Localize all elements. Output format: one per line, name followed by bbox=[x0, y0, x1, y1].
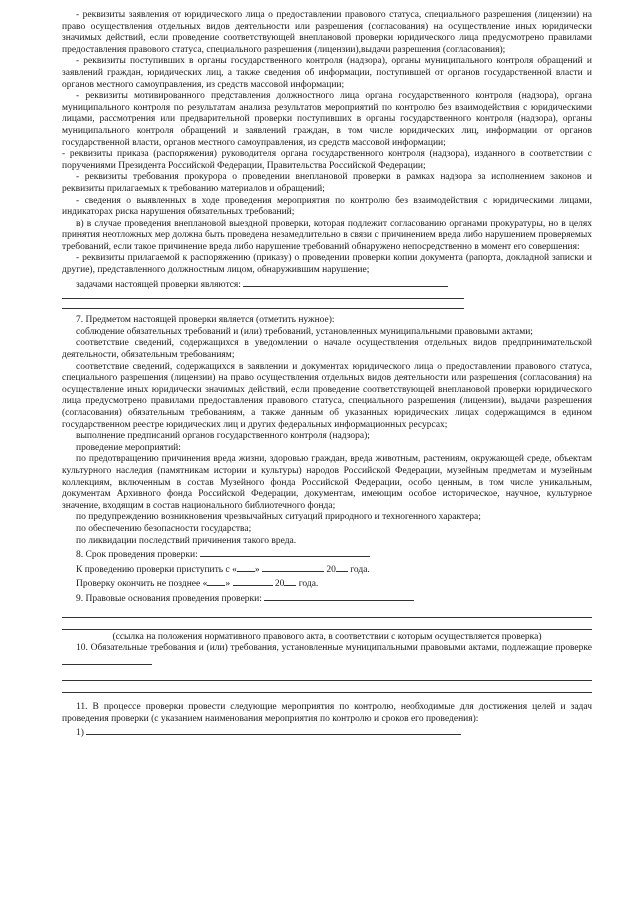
start-century: 20 bbox=[326, 564, 336, 575]
tasks-blank-line-2 bbox=[62, 299, 464, 309]
section7-item-security: по обеспечению безопасности государства; bbox=[76, 523, 252, 534]
tasks-line bbox=[62, 277, 592, 292]
section7-item-notification: соответствие сведений, содержащихся в уведомлении о начале осуществления отдельных видов предпринимательской деятельности, обязательным требованиям; bbox=[62, 338, 592, 361]
start-year-input[interactable] bbox=[336, 562, 348, 572]
section7-title: 7. Предметом настоящей проверки является (отметить нужное): bbox=[76, 315, 335, 326]
end-date-line bbox=[62, 576, 592, 591]
section11-text: 11. В процессе проверки провести следующие мероприятия по контролю, необходимые для достижения целей и задач проведения проверки (с указанием наименования мероприятия по контролю и сроков его проведения): bbox=[62, 702, 592, 724]
section7-item-measures: проведение мероприятий: bbox=[76, 442, 181, 453]
tasks-label: задачами настоящей проверки являются: bbox=[76, 279, 241, 290]
end-day-input[interactable] bbox=[207, 576, 225, 586]
activity-1-line bbox=[62, 725, 592, 740]
document-page bbox=[62, 10, 592, 740]
end-year-word: года. bbox=[298, 579, 319, 590]
inspection-period-input[interactable] bbox=[200, 547, 370, 557]
start-date-line bbox=[62, 562, 592, 577]
section7-item-prescriptions: выполнение предписаний органов государственного контроля (надзора); bbox=[76, 431, 370, 442]
section8-line bbox=[62, 547, 592, 562]
end-century: 20 bbox=[274, 579, 285, 590]
section10-label: 10. Обязательные требования и (или) требования, установленные муниципальными правовыми актами, подлежащие проверке bbox=[76, 643, 592, 654]
end-month-input[interactable] bbox=[233, 576, 273, 586]
requirements-input[interactable] bbox=[62, 655, 152, 665]
end-year-input[interactable] bbox=[284, 576, 296, 586]
legal-basis-blank-line-2[interactable] bbox=[62, 618, 592, 630]
start-month-input[interactable] bbox=[262, 562, 324, 572]
section7-item-compliance: соблюдение обязательных требований и (или) требований, установленных муниципальными правовыми актами; bbox=[76, 326, 533, 337]
section9-label: 9. Правовые основания проведения проверки: bbox=[76, 593, 262, 604]
section7-item-consequences: по ликвидации последствий причинения такого вреда. bbox=[76, 535, 297, 546]
end-quote: » bbox=[225, 579, 231, 590]
end-date-label: Проверку окончить не позднее « bbox=[76, 579, 208, 590]
activity-1-label: 1) bbox=[76, 728, 84, 739]
paragraph-order-details: - реквизиты приказа (распоряжения) руководителя органа государственного контроля (надзора), изданного в соответствии с поручениями Президента Российской Федерации, Правительства Российской Федерации; bbox=[62, 149, 592, 171]
requirements-blank-line-1[interactable] bbox=[62, 669, 592, 681]
start-date-label: К проведению проверки приступить с « bbox=[76, 564, 237, 575]
section7-item-application: соответствие сведений, содержащихся в заявлении и документах юридического лица о предоставлении правового статуса, специального разрешения (лицензии) на право осуществления отдельных видов деятельности или разрешения (согласования) на осуществление иных юридически значимых действий, если проведение соответствующей внеплановой проверки юридического лица предусмотрено правилами предоставления правового статуса, специального разрешения (лицензии), выдачи разрешения (согласования) обязательным требованиям, а также данным об указанных юридических лицах содержащимся в едином государственном реестре юридических лиц и других федеральных информационных ресурсах; bbox=[62, 361, 592, 430]
paragraph-attached-document: - реквизиты прилагаемой к распоряжению (приказу) о проведении проверки копии документа (рапорта, докладной записки и другие), представленного должностным лицом, обнаружившим нарушение; bbox=[62, 253, 592, 276]
paragraph-license-request: - реквизиты заявления от юридического лица о предоставлении правового статуса, специального разрешения (лицензии) на право осуществления отдельных видов деятельности или разрешения (согласования) на осуществление иных юридически значимых действий, если проведение соответствующей внеплановой проверки юридического лица предусмотрено правилами предоставления правового статуса, специального разрешения (лицензии),выдачи разрешения (согласования); bbox=[62, 10, 592, 55]
requirements-blank-line-2[interactable] bbox=[62, 681, 592, 693]
section8-label: 8. Срок проведения проверки: bbox=[76, 550, 198, 561]
tasks-blank-line-1 bbox=[62, 291, 464, 299]
start-day-input[interactable] bbox=[237, 562, 255, 572]
paragraph-prosecutor-request: - реквизиты требования прокурора о проведении внеплановой проверки в рамках надзора за исполнением законов и реквизиты прилагаемых к требованию материалов и обращений; bbox=[62, 172, 592, 194]
section9-note: (ссылка на положения нормативного правового акта, в соответствии с которым осуществляется проверка) bbox=[112, 631, 542, 642]
paragraph-unplanned-inspection: в) в случае проведения внеплановой выездной проверки, которая подлежит согласованию органами прокуратуры, но в целях принятия неотложных мер должна быть проведена незамедлительно в связи с причинением вреда либо нарушением проверяемых требований, если такое причинение вреда либо нарушение требований обнаружено непосредственно в момент его совершения: bbox=[62, 218, 592, 252]
section7-item-emergencies: по предупреждению возникновения чрезвычайных ситуаций природного и техногенного характера; bbox=[76, 512, 481, 523]
section7-item-harm-prevention: по предотвращению причинения вреда жизни, здоровью граждан, вреда животным, растениям, окружающей среде, объектам культурного наследия (памятникам истории и культуры) народов Российской Федерации, музейным предметам и музейным коллекциям, включенным в состав Музейного фонда Российской Федерации, особо ценным, в том числе уникальным, документам Архивного фонда Российской Федерации, документам, имеющим особое историческое, научное, культурное значение, входящим в состав национального библиотечного фонда; bbox=[62, 454, 592, 511]
legal-basis-input[interactable] bbox=[264, 591, 414, 601]
legal-basis-blank-line-1[interactable] bbox=[62, 606, 592, 618]
start-quote: » bbox=[254, 564, 260, 575]
start-year-word: года. bbox=[350, 564, 370, 575]
paragraph-motivated-submission: - реквизиты мотивированного представления должностного лица органа государственного контроля (надзора), органа муниципального контроля по результатам анализа результатов мероприятий по контролю без взаимодействия с юридическими лицами, рассмотрения или предварительной проверки поступивших в органы государственного контроля (надзора), органы муниципального контроля обращений и заявлений граждан, в том числе юридических лиц, информации от органов государственной власти, органов местного самоуправления, из средств массовой информации; bbox=[62, 91, 592, 148]
paragraph-risk-indicators: - сведения о выявленных в ходе проведения мероприятия по контролю без взаимодействия с юридическими лицами, индикаторах риска нарушения обязательных требований; bbox=[62, 195, 592, 218]
section9-line bbox=[62, 591, 592, 606]
paragraph-citizen-appeals: - реквизиты поступивших в органы государственного контроля (надзора), органы муниципального контроля обращений и заявлений граждан, юридических лиц, а также сведения об информации, поступившей от органов государственной власти и органов местного самоуправления, из средств массовой информации; bbox=[62, 56, 592, 90]
activity-1-input[interactable] bbox=[86, 725, 461, 735]
section10-text bbox=[62, 643, 592, 669]
tasks-input[interactable] bbox=[243, 277, 448, 287]
